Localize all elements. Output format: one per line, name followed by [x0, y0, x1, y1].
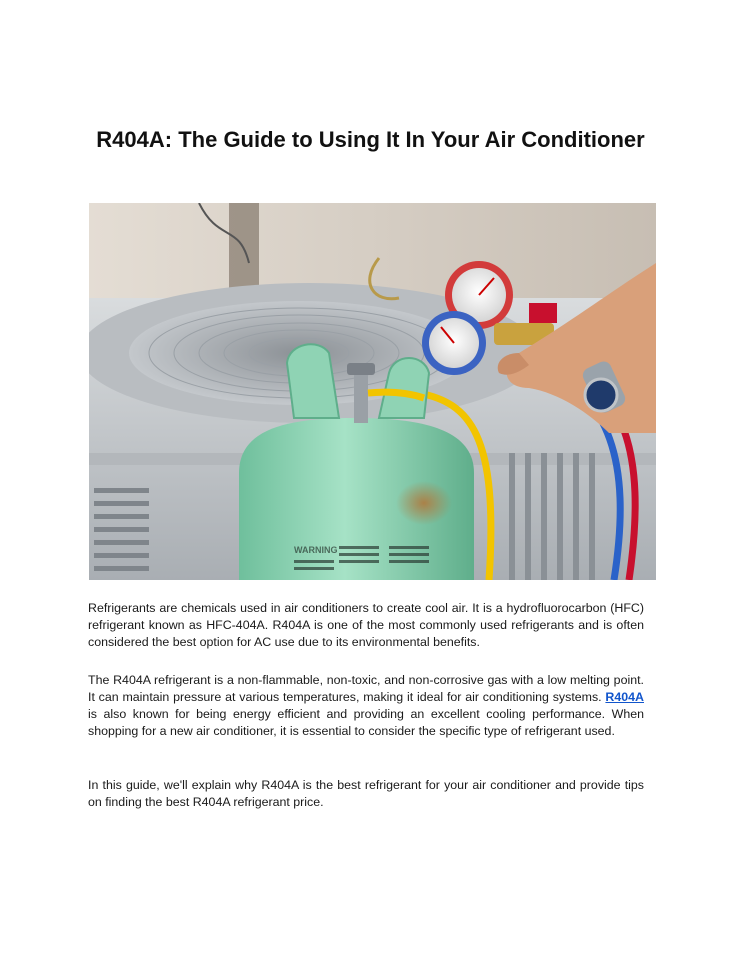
ac-refrigerant-illustration — [89, 203, 656, 580]
manifold-valve — [529, 303, 557, 323]
paragraph-properties-start: The R404A refrigerant is a non-flammable, non-toxic, and non-corrosive gas with a low melting point. It can maintain pressure at various temperatures, making it ideal for air conditioning systems. — [88, 673, 644, 704]
hero-photo — [89, 203, 656, 580]
paragraph-properties — [88, 672, 644, 740]
cylinder-label-text: WARNING — [294, 545, 338, 555]
r404a-link[interactable]: R404A — [605, 690, 644, 704]
cylinder-valve — [354, 368, 368, 423]
rust-stain — [396, 481, 452, 525]
wristwatch-face — [585, 379, 617, 411]
paragraph-intro: Refrigerants are chemicals used in air conditioners to create cool air. It is a hydrofluorocarbon (HFC) refrigerant known as HFC-404A. R404A is one of the most commonly used refrigerants and is often considered the best option for AC use due to its environmental benefits. — [88, 601, 644, 649]
paragraph-properties-end: is also known for being energy efficient and providing an excellent cooling performance. When shopping for a new air conditioner, it is essential to consider the specific type of refrigerant used. — [88, 707, 644, 738]
paragraph-guide-intro: In this guide, we'll explain why R404A is the best refrigerant for your air conditioner and provide tips on finding the best R404A refrigerant price. — [88, 778, 644, 809]
page-title: R404A: The Guide to Using It In Your Air Conditioner — [96, 126, 645, 152]
